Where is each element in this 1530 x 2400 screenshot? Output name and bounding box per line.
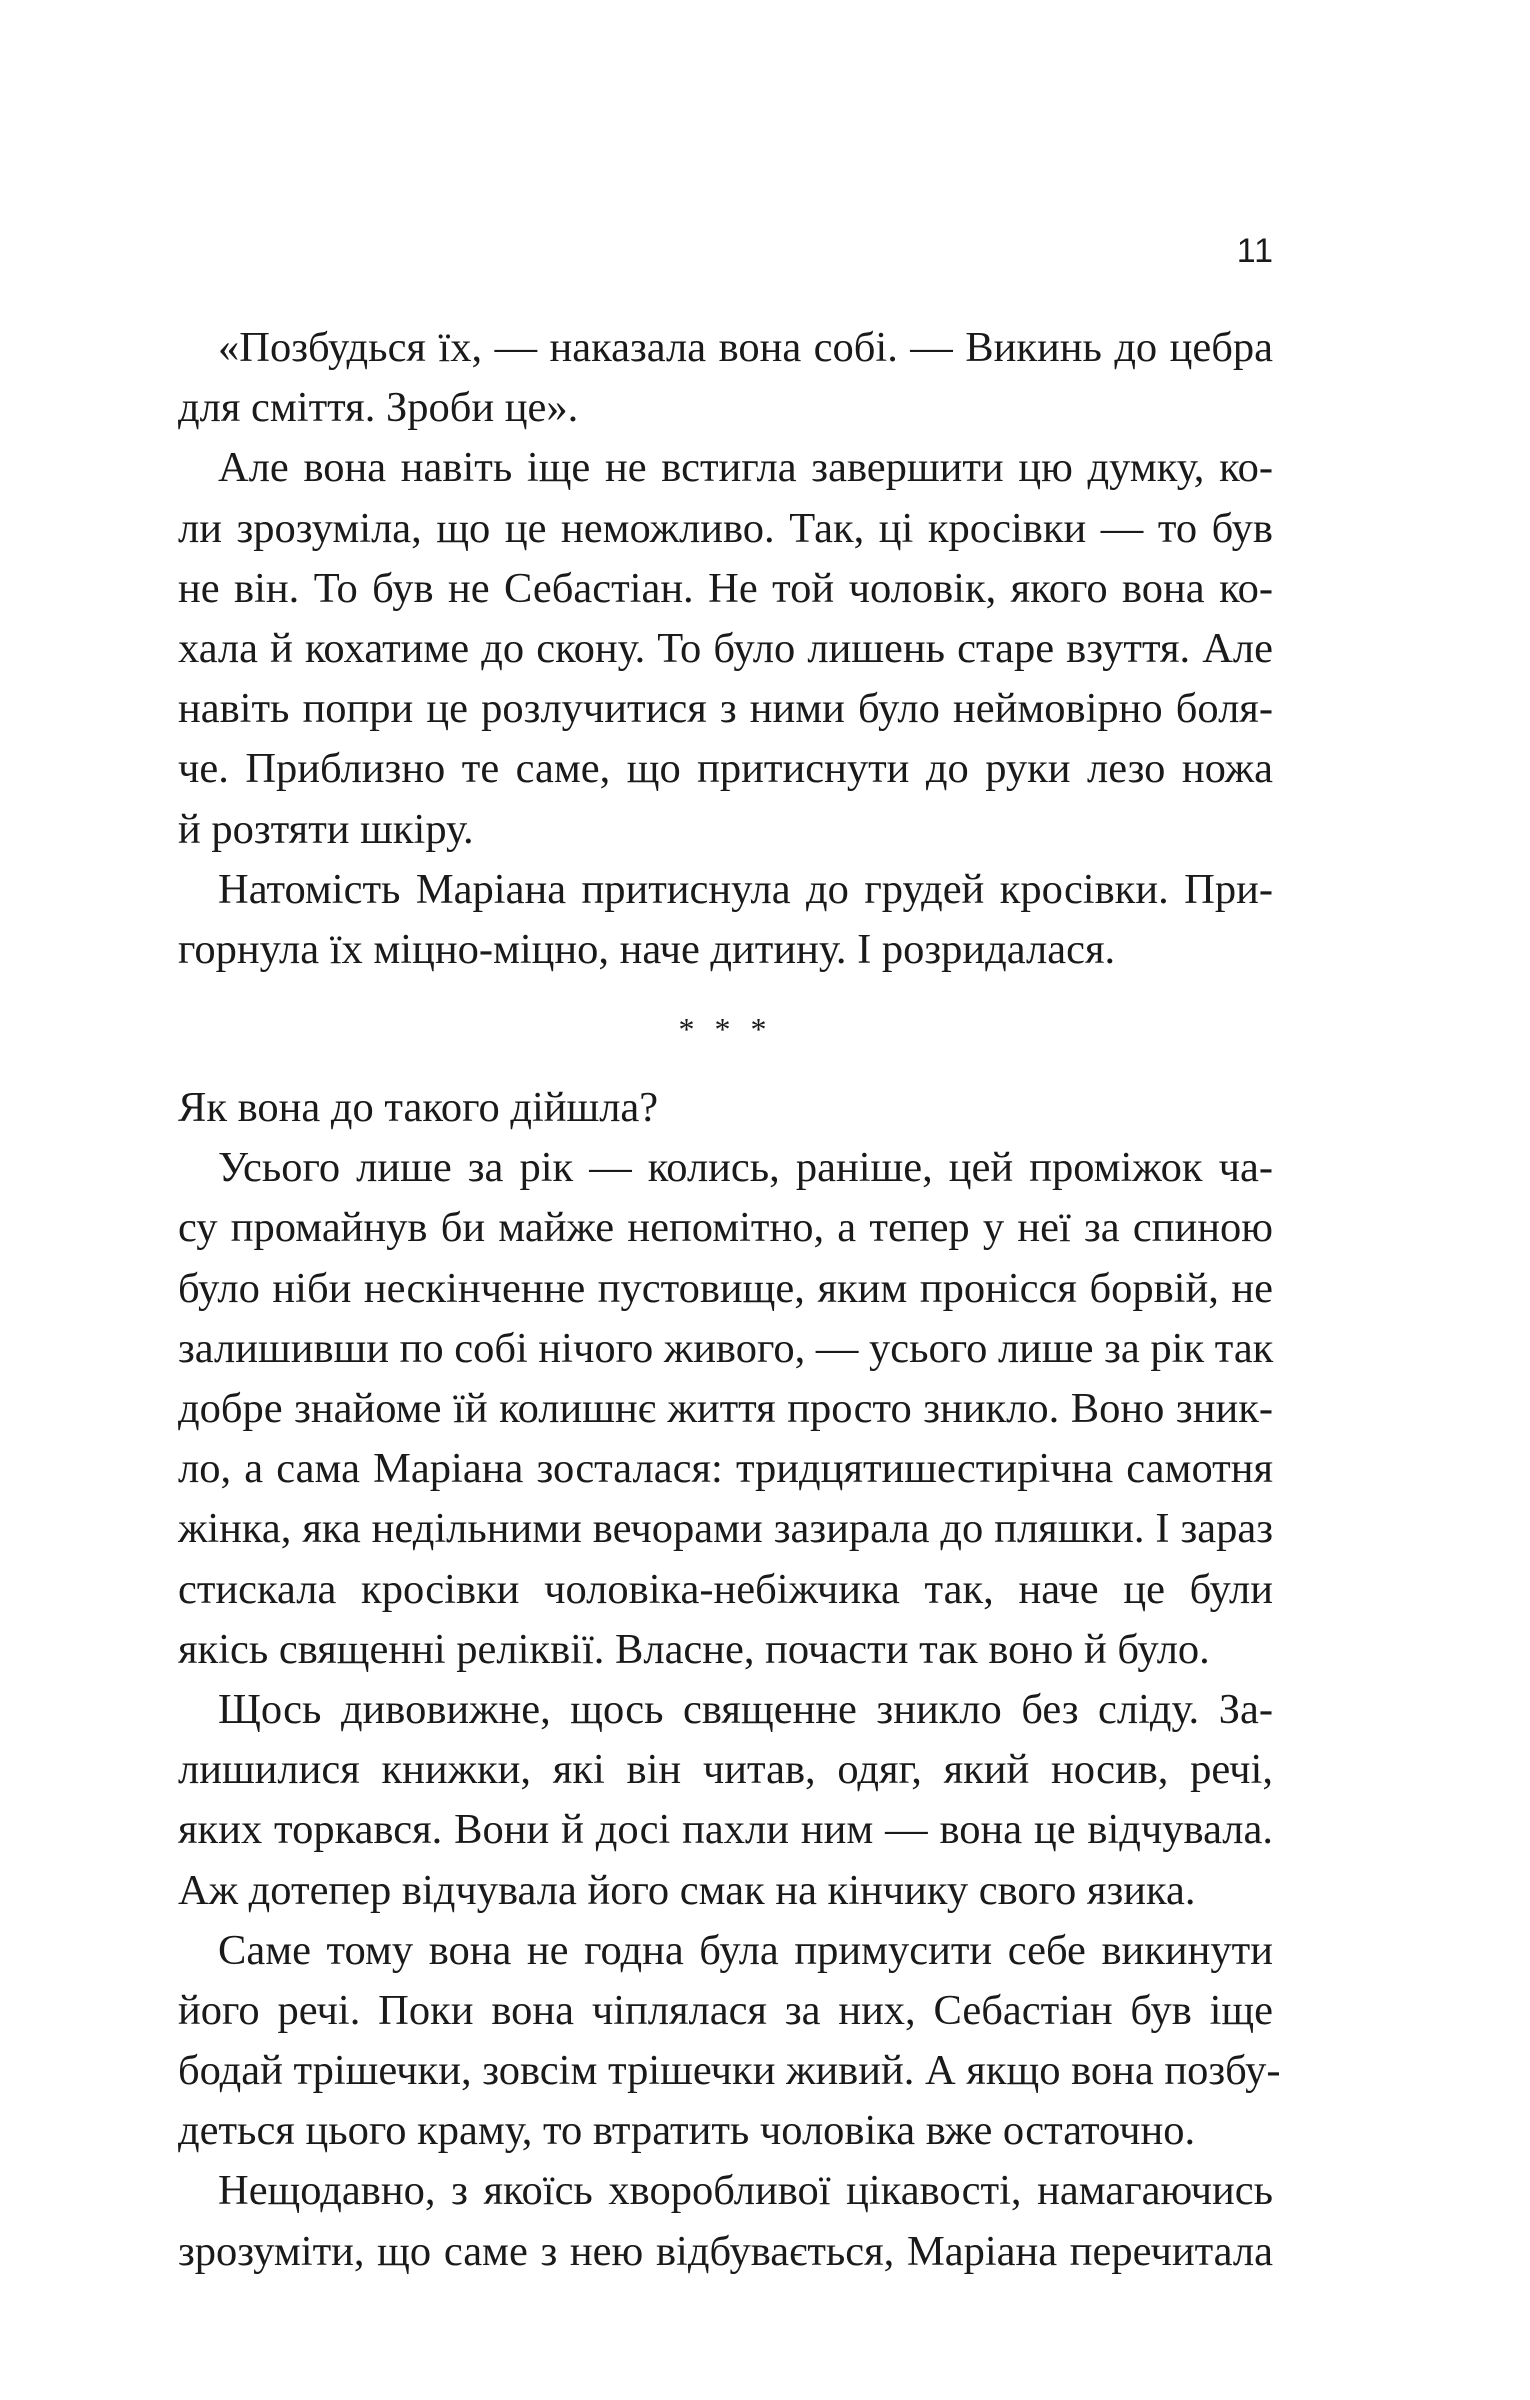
text-line: Нещодавно, з якоїсь хворобливої цікавості, намагаючись bbox=[218, 2167, 1273, 2215]
text-line: зрозуміти, що саме з нею відбувається, Маріана перечитала bbox=[178, 2227, 1273, 2275]
text-line: Аж дотепер відчувала його смак на кінчику свого язика. bbox=[178, 1866, 1196, 1914]
text-line: хала й кохатиме до скону. То було лишень старе взуття. Але bbox=[178, 624, 1273, 672]
text-line: ли зрозуміла, що це неможливо. Так, ці кросівки — то був bbox=[178, 504, 1273, 552]
text-line: ло, а сама Маріана зосталася: тридцятишестирічна самотня bbox=[178, 1445, 1273, 1493]
text-line: для сміття. Зроби це». bbox=[178, 384, 579, 432]
text-line: й розтяти шкіру. bbox=[178, 805, 474, 853]
section-separator: * * * bbox=[678, 1011, 773, 1048]
text-line: було ніби нескінченне пустовище, яким пронісся борвій, не bbox=[178, 1264, 1273, 1312]
text-line: навіть попри це розлучитися з ними було неймовірно боля- bbox=[178, 685, 1273, 733]
text-line: Натомість Маріана притиснула до грудей кросівки. При- bbox=[218, 865, 1273, 913]
paragraph bbox=[178, 318, 1273, 438]
text-line: «Позбудься їх, — наказала вона собі. — Викинь до цебра bbox=[218, 324, 1273, 371]
text-line: Саме тому вона не годна була примусити себе викинути bbox=[218, 1926, 1273, 1974]
text-line: залишивши по собі нічого живого, — усього лише за рік так bbox=[178, 1324, 1274, 1372]
paragraph bbox=[178, 860, 1273, 980]
text-line: че. Приблизно те саме, що притиснути до руки лезо ножа bbox=[178, 745, 1273, 793]
text-line: су промайнув би майже непомітно, а тепер у неї за спиною bbox=[178, 1204, 1273, 1252]
text-line: жінка, яка недільними вечорами зазирала до пляшки. І зараз bbox=[178, 1505, 1273, 1553]
paragraph bbox=[178, 2161, 1273, 2281]
paragraph bbox=[178, 1680, 1273, 1921]
text-line: яких торкався. Вони й досі пахли ним — вона це відчувала. bbox=[178, 1806, 1273, 1854]
text-line: його речі. Поки вона чіплялася за них, Себастіан був іще bbox=[178, 1986, 1273, 2034]
text-line: добре знайоме їй колишнє життя просто зникло. Воно зник- bbox=[178, 1385, 1273, 1432]
page-number: 11 bbox=[1236, 232, 1274, 270]
text-line: Але вона навіть іще не встигла завершити цю думку, ко- bbox=[218, 444, 1273, 492]
text-line: не він. То був не Себастіан. Не той чоловік, якого вона ко- bbox=[178, 564, 1273, 612]
paragraph bbox=[178, 1138, 1273, 1680]
paragraph bbox=[178, 1078, 1273, 1138]
text-line: стискала кросівки чоловіка-небіжчика так, наче це були bbox=[178, 1565, 1273, 1613]
text-line: якісь священні реліквії. Власне, почасти так воно й було. bbox=[178, 1625, 1210, 1673]
section-after-separator bbox=[178, 1078, 1281, 2282]
text-line: Усього лише за рік — колись, раніше, цей проміжок ча- bbox=[218, 1144, 1273, 1192]
text-line: Щось дивовижне, щось священне зникло без сліду. За- bbox=[218, 1685, 1273, 1733]
book-text bbox=[178, 318, 1281, 2282]
text-line: горнула їх міцно-міцно, наче дитину. І розридалася. bbox=[178, 925, 1116, 973]
text-line: бодай трішечки, зовсім трішечки живий. А якщо вона позбу- bbox=[178, 2047, 1281, 2095]
text-line: Як вона до такого дійшла? bbox=[178, 1084, 659, 1132]
paragraph bbox=[178, 438, 1273, 859]
text-line: деться цього краму, то втратить чоловіка вже остаточно. bbox=[178, 2107, 1196, 2155]
section-before-separator bbox=[178, 318, 1273, 980]
paragraph bbox=[178, 1921, 1281, 2162]
text-line: лишилися книжки, які він читав, одяг, який носив, речі, bbox=[178, 1746, 1273, 1794]
